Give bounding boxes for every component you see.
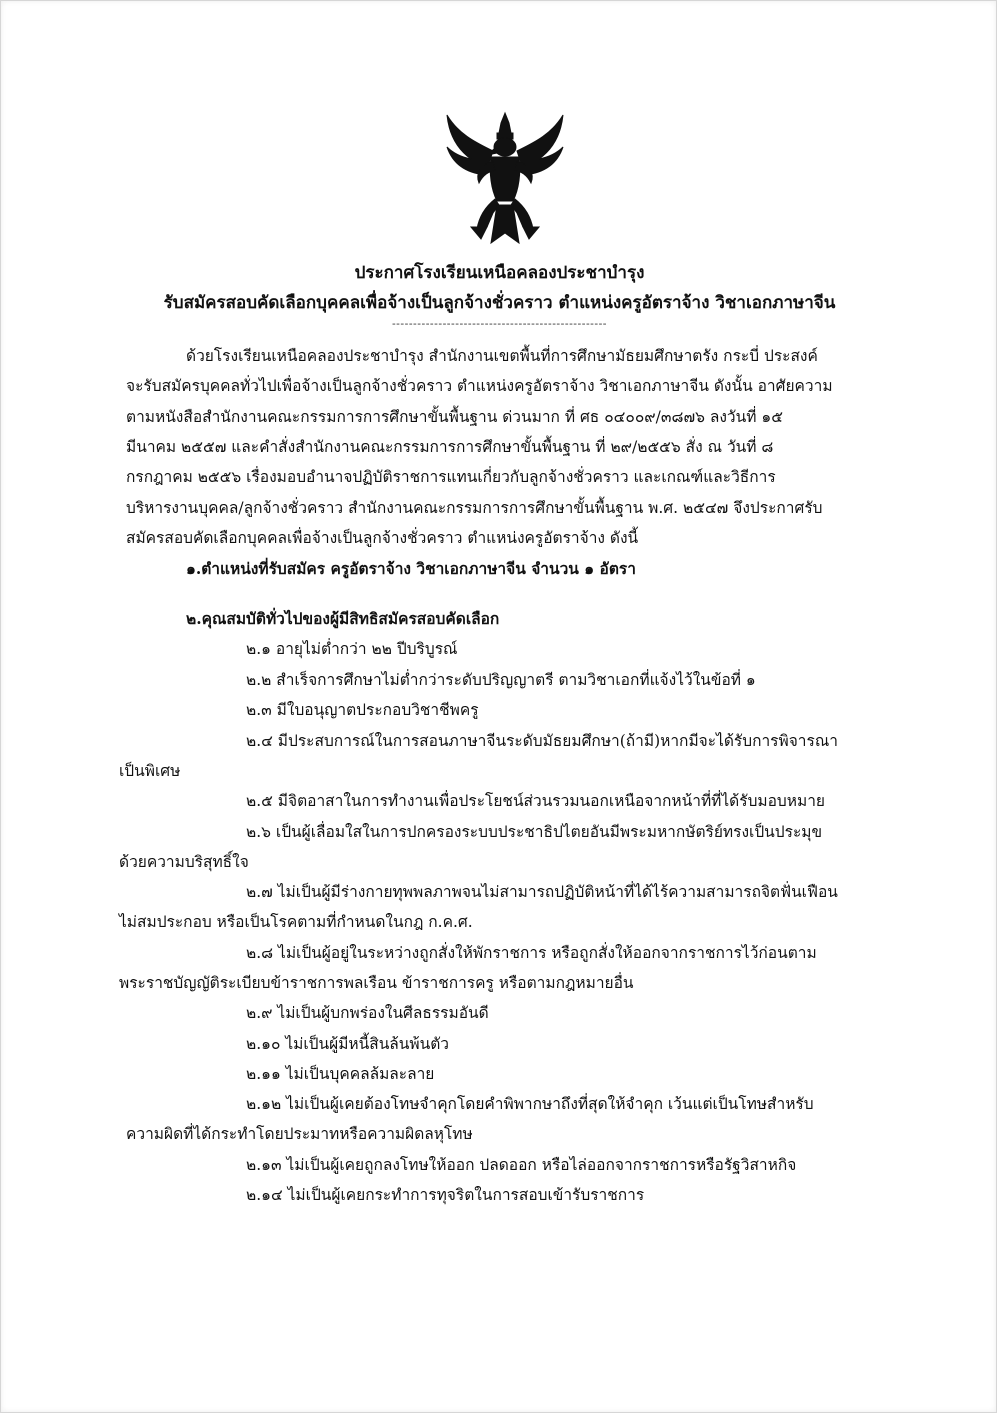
list-item: ๒.๑๓ ไม่เป็นผู้เคยถูกลงโทษให้ออก ปลดออก หรือไล่ออกจากราชการหรือรัฐวิสาหกิจ bbox=[246, 1156, 797, 1174]
intro-line: ด้วยโรงเรียนเหนือคลองประชาบำรุง สำนักงานเขตพื้นที่การศึกษามัธยมศึกษาตรัง กระบี่ ประสงค์ bbox=[186, 347, 818, 365]
list-item-continuation: ด้วยความบริสุทธิ์ใจ bbox=[119, 853, 249, 871]
intro-line: จะรับสมัครบุคคลทั่วไปเพื่อจ้างเป็นลูกจ้างชั่วคราว ตำแหน่งครูอัตราจ้าง วิชาเอกภาษาจีน ดังนั้น อาศัยความ bbox=[126, 377, 833, 395]
intro-line: สมัครสอบคัดเลือกบุคคลเพื่อจ้างเป็นลูกจ้างชั่วคราว ตำแหน่งครูอัตราจ้าง ดังนี้ bbox=[126, 529, 639, 547]
list-item-continuation: เป็นพิเศษ bbox=[119, 762, 181, 780]
list-item: ๒.๙ ไม่เป็นผู้บกพร่องในศีลธรรมอันดี bbox=[246, 1004, 489, 1022]
list-item: ๒.๔ มีประสบการณ์ในการสอนภาษาจีนระดับมัธยมศึกษา(ถ้ามี)หากมีจะได้รับการพิจารณา bbox=[246, 732, 838, 750]
list-item-continuation: ไม่สมประกอบ หรือเป็นโรคตามที่กำหนดในกฎ ก.ค.ศ. bbox=[119, 913, 473, 931]
announcement-subtitle: รับสมัครสอบคัดเลือกบุคคลเพื่อจ้างเป็นลูกจ้างชั่วคราว ตำแหน่งครูอัตราจ้าง วิชาเอกภาษาจีน bbox=[163, 293, 836, 313]
list-item: ๒.๑ อายุไม่ต่ำกว่า ๒๒ ปีบริบูรณ์ bbox=[246, 640, 458, 658]
intro-line: กรกฎาคม ๒๕๕๖ เรื่องมอบอำนาจปฏิบัติราชการแทนเกี่ยวกับลูกจ้างชั่วคราว และเกณฑ์และวิธีการ bbox=[126, 468, 776, 486]
divider: --------------------------------------------------- bbox=[391, 317, 608, 330]
list-item: ๒.๑๑ ไม่เป็นบุคคลล้มละลาย bbox=[246, 1065, 435, 1083]
intro-line: ตามหนังสือสำนักงานคณะกรรมการการศึกษาขั้นพื้นฐาน ด่วนมาก ที่ ศธ ๐๔๐๐๙/๓๘๗๖ ลงวันที่ ๑๕ bbox=[126, 408, 783, 426]
list-item-continuation: พระราชบัญญัติระเบียบข้าราชการพลเรือน ข้าราชการครู หรือตามกฎหมายอื่น bbox=[119, 974, 634, 992]
garuda-emblem-icon bbox=[441, 109, 569, 249]
list-item: ๒.๕ มีจิตอาสาในการทำงานเพื่อประโยชน์ส่วนรวมนอกเหนือจากหน้าที่ที่ได้รับมอบหมาย bbox=[246, 792, 825, 810]
section-2-heading: ๒.คุณสมบัติทั่วไปของผู้มีสิทธิสมัครสอบคัดเลือก bbox=[186, 609, 500, 628]
list-item: ๒.๑๒ ไม่เป็นผู้เคยต้องโทษจำคุกโดยคำพิพากษาถึงที่สุดให้จำคุก เว้นแต่เป็นโทษสำหรับ bbox=[246, 1095, 814, 1113]
intro-line: บริหารงานบุคคล/ลูกจ้างชั่วคราว สำนักงานคณะกรรมการการศึกษาขั้นพื้นฐาน พ.ศ. ๒๕๔๗ จึงประกาศรับ bbox=[126, 499, 823, 517]
section-1-heading: ๑.ตำแหน่งที่รับสมัคร ครูอัตราจ้าง วิชาเอกภาษาจีน จำนวน ๑ อัตรา bbox=[186, 559, 636, 578]
list-item: ๒.๓ มีใบอนุญาตประกอบวิชาชีพครู bbox=[246, 701, 479, 719]
list-item-continuation: ความผิดที่ได้กระทำโดยประมาทหรือความผิดลหุโทษ bbox=[126, 1125, 473, 1143]
list-item: ๒.๘ ไม่เป็นผู้อยู่ในระหว่างถูกสั่งให้พักราชการ หรือถูกสั่งให้ออกจากราชการไว้ก่อนตาม bbox=[246, 944, 817, 962]
list-item: ๒.๖ เป็นผู้เลื่อมใสในการปกครองระบบประชาธิปไตยอันมีพระมหากษัตริย์ทรงเป็นประมุข bbox=[246, 823, 823, 841]
announcement-title: ประกาศโรงเรียนเหนือคลองประชาบำรุง bbox=[354, 263, 645, 283]
list-item: ๒.๒ สำเร็จการศึกษาไม่ต่ำกว่าระดับปริญญาตรี ตามวิชาเอกที่แจ้งไว้ในข้อที่ ๑ bbox=[246, 671, 756, 689]
list-item: ๒.๑๐ ไม่เป็นผู้มีหนี้สินล้นพ้นตัว bbox=[246, 1035, 449, 1053]
intro-line: มีนาคม ๒๕๕๗ และคำสั่งสำนักงานคณะกรรมการการศึกษาขั้นพื้นฐาน ที่ ๒๙/๒๕๕๖ สั่ง ณ วันที่ ๘ bbox=[126, 438, 774, 456]
list-item: ๒.๑๔ ไม่เป็นผู้เคยกระทำการทุจริตในการสอบเข้ารับราชการ bbox=[246, 1186, 645, 1204]
list-item: ๒.๗ ไม่เป็นผู้มีร่างกายทุพพลภาพจนไม่สามารถปฏิบัติหน้าที่ได้ไร้ความสามารถจิตฟั่นเฟือน bbox=[246, 883, 838, 901]
